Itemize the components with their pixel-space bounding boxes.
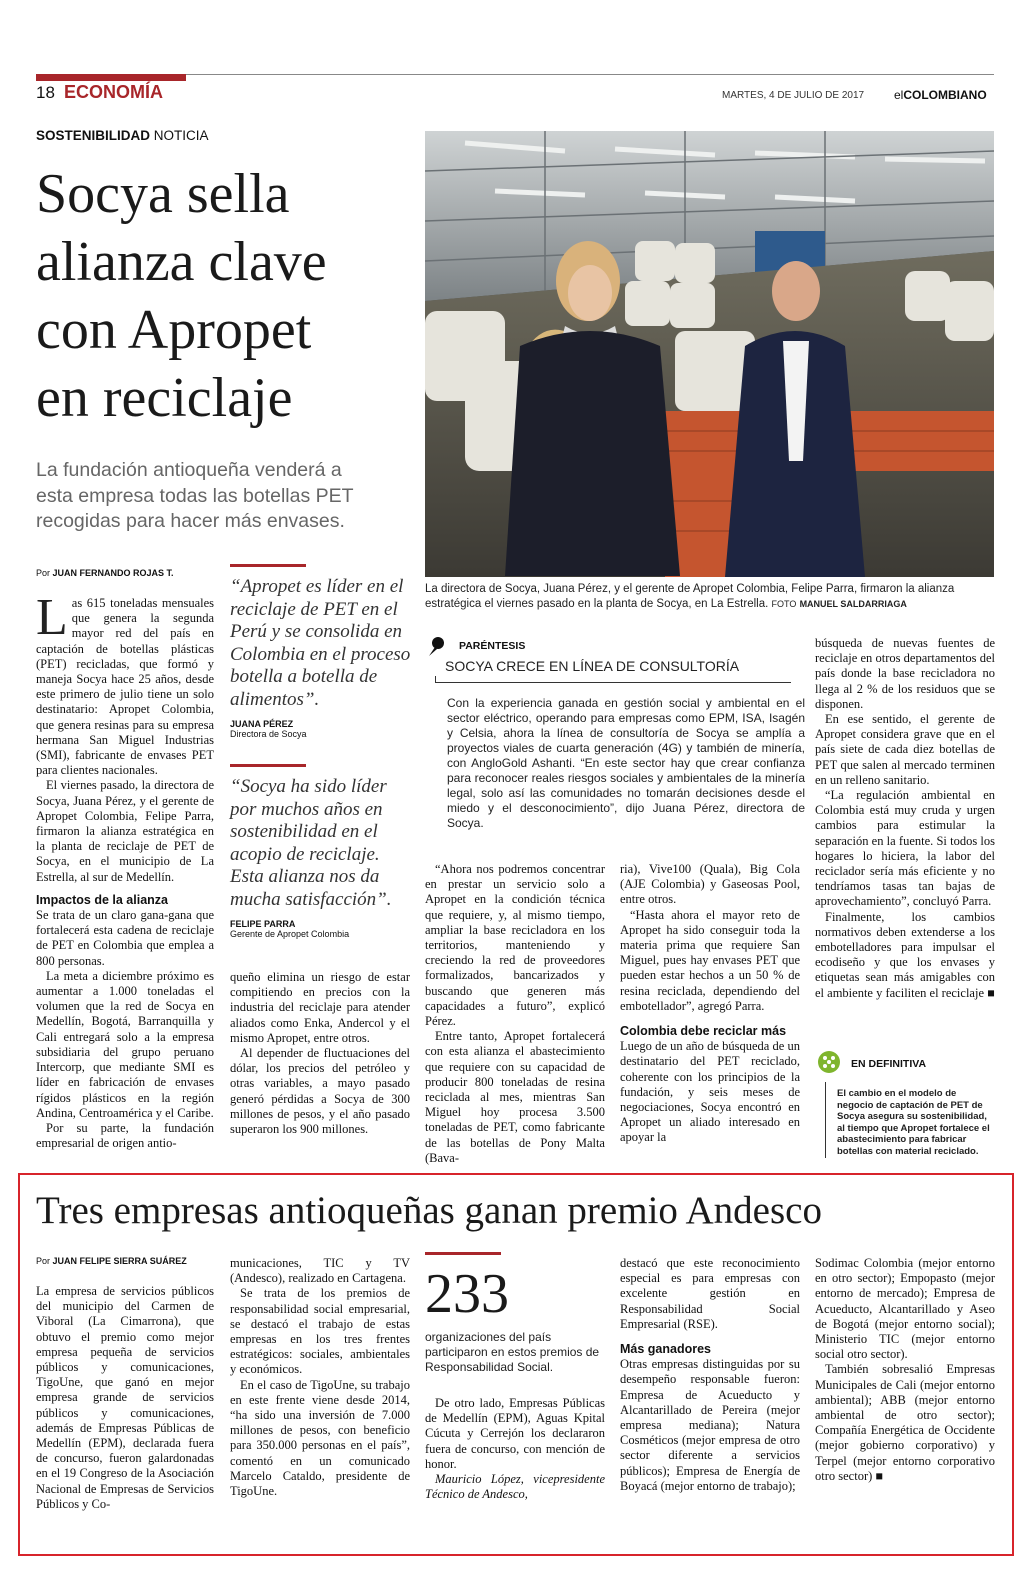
paragraph: “La regulación ambiental en Colombia está muy cruda y urgen cambios para estimular la separación en la fuente. Si todos los hogares lo hiciera, la labor del reciclador sería más eficiente y no tendríamos tasas tan bajas de aprovechamiento”, concluyó Parra.	[815, 788, 995, 909]
paragraph: municaciones, TIC y TV (Andesco), realizado en Cartagena.	[230, 1256, 410, 1286]
section-name: ECONOMÍA	[64, 82, 163, 102]
pull-quote-1	[230, 576, 416, 739]
end-mark: ■	[875, 1468, 883, 1483]
pull-quote-2	[230, 776, 416, 939]
header-rule	[186, 74, 994, 75]
article2-column-5	[815, 1256, 995, 1484]
stat-text: organizaciones del país participaron en estos premios de Responsabilidad Social.	[425, 1330, 600, 1374]
kicker	[36, 128, 209, 143]
publication-masthead	[894, 88, 987, 102]
end-mark: ■	[987, 985, 995, 1000]
en-definitiva-body: El cambio en el modelo de negocio de captación de PET de Socya asegura su sostenibilidad, al tiempo que Apropet fortalece el abastecimiento para fabricar botellas con material reciclado.	[837, 1088, 990, 1157]
paragraph: destacó que este reconocimiento especial es para empresas con excelente gestión en Responsabilidad Social Empresarial (RSE).	[620, 1256, 800, 1331]
article1-column-4	[620, 862, 800, 1146]
quote-role: Directora de Socya	[230, 729, 307, 739]
paragraph	[815, 1362, 995, 1484]
paragraph: Mauricio López, vicepresidente Técnico de Andesco,	[425, 1472, 605, 1502]
parentesis-body: Con la experiencia ganada en gestión social y ambiental en el sector eléctrico, operando para empresas como EPM, ISA, Isagén y Celsia, ahora la línea de consultoría de Socya se amplía a proyectos viales de cuarta generación (4G) y también de minería, con AngloGold Ashanti. “En este sector hay que crear confianza para reconocer reales riesgos sociales y ambientales de la minería legal, solo así las comunidades no tomarán decisiones desde el miedo y el desconocimiento”, dijo Juana Pérez, directora de Socya.	[447, 696, 805, 830]
quote-author: FELIPE PARRA	[230, 919, 296, 929]
photo-credit-label: FOTO	[771, 598, 797, 609]
paragraph: La meta a diciembre próximo es aumentar a 1.000 toneladas el volumen que la red de Socya en Medellín, Bogotá, Barranquilla y Cali entregará solo a la empresa subsidiaria del grupo peruano Intercorp, que mediante SMI es líder en fabricación de envases rígidos plásticos en la región Andina, Centroamérica y el Caribe.	[36, 968, 214, 1120]
paragraph: búsqueda de nuevas fuentes de reciclaje en otros departamentos del país donde la base recicladora no llega al 2 % de los residuos que se disponen.	[815, 636, 995, 711]
paragraph: La empresa de servicios públicos del municipio del Carmen de Viboral (La Cimarrona), que obtuvo el premio como mejor empresa pequeña de servicios públicos y comunicaciones, TigoUne, que ganó en mejor empresa grande de servicios públicos y comunicaciones, además de Empresas Públicas de Medellín (EPM), declarada fuera de concurso, fueron galardonadas en el 19 Congreso de la Asociación Nacional de Empresas de Servicios Públicos y Co-	[36, 1284, 214, 1511]
article-photo	[425, 131, 994, 577]
paragraph: El viernes pasado, la directora de Socya, Juana Pérez, y el gerente de Apropet Colombia, Felipe Parra, firmaron la alianza estratégica en la planta de reciclaje de PET de Socya, en el municipio de La Estrella, al sur de Medellín.	[36, 778, 214, 884]
quote-role: Gerente de Apropet Colombia	[230, 929, 350, 939]
paragraph: queño elimina un riesgo de estar compitiendo en precios con la industria del reciclaje para atender aliados como Enka, Andercol y el mismo Apropet, entre otros.	[230, 970, 410, 1045]
paragraph: En ese sentido, el gerente de Apropet considera grave que en el país siete de cada diez botellas de PET que salen al mercado terminen en un relleno sanitario.	[815, 712, 995, 787]
article2-headline: Tres empresas antioqueñas ganan premio Andesco	[36, 1189, 822, 1232]
en-definitiva-label: EN DEFINITIVA	[851, 1058, 927, 1070]
article1-column-5	[815, 636, 995, 1001]
byline-prefix: Por	[36, 568, 51, 578]
stat-number: 233	[425, 1263, 509, 1325]
article2-column-3	[425, 1396, 605, 1502]
quote-author: JUANA PÉREZ	[230, 719, 294, 729]
paragraph-text: Finalmente, los cambios normativos deben extenderse a los embotelladores para impulsar el ecodiseño y que los envases y etiquetas sean más amigables con el ambiente y faciliten el reciclaje	[815, 909, 995, 1000]
paragraph: Otras empresas distinguidas por su desempeño responsable fueron: Empresa de Acueducto y Alcantarillado de Pereira (mejor empresa mediana); Natura Cosméticos (mejor empresa de otro sector diferente a servicios públicos); Empresa de Energía de Boyacá (mejor entorno de trabajo);	[620, 1357, 800, 1493]
byline-name: JUAN FERNANDO ROJAS T.	[52, 568, 174, 578]
article2-column-4	[620, 1256, 800, 1494]
paragraph: En el caso de TigoUne, su trabajo en este frente viene desde 2014, “ha sido una inversión de 7.000 millones de pesos, con beneficio para 350.000 personas en el país”, comentó en un comunicado Marcelo Cataldo, presidente de TigoUne.	[230, 1377, 410, 1499]
article2-byline	[36, 1256, 187, 1266]
paragraph: Al depender de fluctuaciones del dólar, los precios del petróleo y otras variables, a mayo pasado generó pérdidas a Socya de 300 millones de pesos, y el año pasado superaron los 900 millones.	[230, 1046, 410, 1137]
paragraph: Luego de un año de búsqueda de un destinatario del PET reciclado, coherente con los principios de la fundación, y seis meses de negociaciones, Socya encontró en Apropet un aliado interesado en apoyar la	[620, 1039, 800, 1145]
paragraph: Sodimac Colombia (mejor entorno en otro sector); Empopasto (mejor entorno de mercado); Empresa de Acueducto, Alcantarillado y Aseo de Bogotá (mejor entorno social); Ministerio TIC (mejor entorno social otro sector).	[815, 1256, 995, 1362]
headline-line: con Apropet	[36, 299, 312, 361]
deck-line: recogidas para hacer más envases.	[36, 510, 345, 532]
byline	[36, 568, 174, 578]
article1-column-3	[425, 862, 605, 1166]
headline-line: alianza clave	[36, 231, 327, 293]
quote-text: “Apropet es líder en el reciclaje de PET en el Perú y se consolida en Colombia en el proceso botella a botella de alimentos”.	[230, 576, 411, 710]
headline-line: Socya sella	[36, 163, 290, 225]
parentesis-rule-h	[435, 682, 791, 683]
paragraph: De otro lado, Empresas Públicas de Medellín (EPM), Aguas Kpital Cúcuta y Cerrejón los declararon fuera de concurso, con mención de honor.	[425, 1396, 605, 1471]
article2-column-1	[36, 1284, 214, 1512]
paragraph: Entre tanto, Apropet fortalecerá con esta alianza el abastecimiento que requiere con su capacidad de producir 800 toneladas de resina reciclada al mes, mientras San Miguel hoy procesa 3.500 toneladas de PET, como fabricante de las botellas de Pony Malta (Bava-	[425, 1029, 605, 1165]
factory-photo-illustration	[425, 131, 994, 577]
issue-date: MARTES, 4 DE JULIO DE 2017	[722, 90, 865, 101]
article1-column-1	[36, 589, 214, 1151]
stat-accent	[425, 1252, 501, 1255]
quote-2-accent	[230, 764, 306, 767]
deck-line: esta empresa todas las botellas PET	[36, 484, 354, 507]
byline-name: JUAN FELIPE SIERRA SUÁREZ	[52, 1256, 187, 1266]
kicker-rest: NOTICIA	[153, 128, 209, 143]
caption-text: La directora de Socya, Juana Pérez, y el gerente de Apropet Colombia, Felipe Parra, firmaron la alianza estratégica el viernes pasado en la planta de Socya, en La Estrella.	[425, 583, 955, 610]
parentesis-label: PARÉNTESIS	[459, 640, 526, 652]
headline-line: en reciclaje	[36, 367, 293, 429]
paragraph-text: También sobresalió Empresas Municipales de Cali (mejor entorno ambiental); ABB (mejor entorno ambiental de otro sector); Compañía Energética de Occidente (mejor gobierno corporativo) y Terpel (mejor entorno corporativo otro sector)	[815, 1362, 995, 1483]
photo-credit-name: MANUEL SALDARRIAGA	[799, 598, 907, 609]
kicker-bold: SOSTENIBILIDAD	[36, 128, 151, 143]
drop-cap: L	[36, 589, 68, 646]
page-number: 18	[36, 83, 55, 102]
subhead: Más ganadores	[620, 1342, 712, 1357]
subhead: Colombia debe reciclar más	[620, 1024, 787, 1039]
masthead-name: COLOMBIANO	[903, 88, 987, 102]
paragraph: “Ahora nos podremos concentrar en prestar un servicio solo a Apropet en la condición técnica que requiere, y, al mismo tiempo, ampliar la base recicladora en los territorios, manteniendo y creciendo la red de proveedores formalizados, bancarizados y buscando que generen más capacidades a futuro”, explicó Pérez.	[425, 862, 605, 1029]
header-accent-bar	[36, 74, 186, 81]
paragraph: Se trata de los premios de responsabilidad social empresarial, se destacó el trabajo de estas empresas en los tres frentes estratégicos: sociales, ambientales y económicos.	[230, 1286, 410, 1377]
quote-text: “Socya ha sido líder por muchos años en sostenibilidad en el acopio de reciclaje. Esta alianza nos da mucha satisfacción”.	[230, 776, 392, 910]
paragraph: “Hasta ahora el mayor reto de Apropet ha sido conseguir toda la materia prima que requiere San Miguel, pues hay envases PET que pueden estar hechos a un 50 % de resina reciclada, dependiendo del embotellador”, agregó Parra.	[620, 907, 800, 1013]
article2-column-2	[230, 1256, 410, 1499]
subhead: Impactos de la alianza	[36, 892, 168, 907]
paragraph: ria), Vive100 (Quala), Big Cola (AJE Colombia) y Gaseosas Pool, entre otros.	[620, 862, 800, 907]
byline-prefix: Por	[36, 1256, 51, 1266]
check-badge-icon	[817, 1050, 841, 1074]
paragraph: Se trata de un claro gana-gana que fortalecerá esta cadena de reciclaje de PET en Colombia que emplea a 800 personas.	[36, 908, 214, 968]
parentesis-title: SOCYA CRECE EN LÍNEA DE CONSULTORÍA	[445, 658, 740, 674]
paragraph	[815, 910, 995, 1001]
paragraph: Por su parte, la fundación empresarial de origen antio-	[36, 1120, 214, 1151]
deck-line: La fundación antioqueña venderá a	[36, 459, 342, 481]
thumbtack-icon	[427, 636, 447, 658]
photo-caption	[425, 582, 995, 611]
masthead-prefix: el	[894, 88, 904, 102]
paragraph: as 615 toneladas mensuales que genera la segunda mayor red del país en captación de botellas plásticas (PET) recicladas, que formó y maneja Socya hace 25 años, desde este primero de julio tiene un solo destinatario: Apropet Colombia, que genera resinas para su empresa hermana San Miguel Industrias (SMI), fabricante de envases PET para clientes nacionales.	[36, 596, 214, 778]
en-definitiva-rule	[825, 1082, 826, 1158]
article1-deck	[36, 458, 354, 535]
quote-1-accent	[230, 564, 306, 567]
article1-column-2	[230, 970, 410, 1137]
article1-headline	[36, 160, 327, 432]
